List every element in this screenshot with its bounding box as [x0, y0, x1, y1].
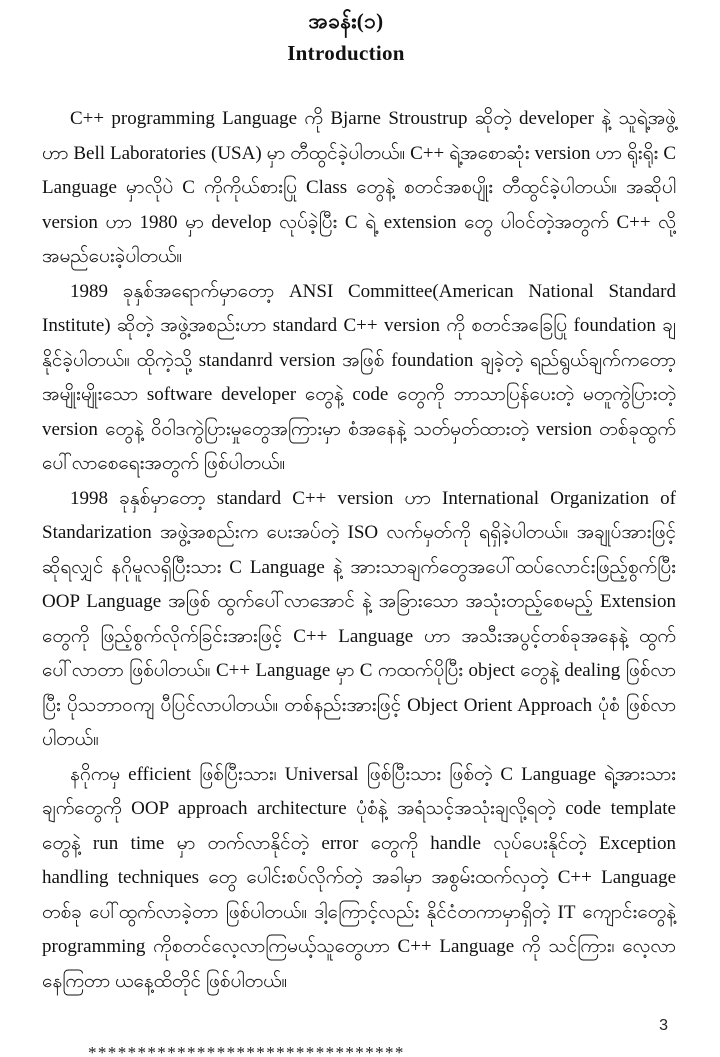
paragraph: နဂိုကမှ efficient ဖြစ်ပြီးသား၊ Universal ဖြစ်ပြီးသား ဖြစ်တဲ့ C Language ရဲ့အားသားချက်တွေကို OOP approach architecture ပုံစံနဲ့ အရံသင့်အသုံးချလို့ရတဲ့ code template တွေနဲ့ run time မှာ တက်လာနိုင်တဲ့ error တွေကို handle လုပ်ပေးနိုင်တဲ့ Exception handling techniques တွေ ပေါင်းစပ်လိုက်တဲ့ အခါမှာ အစွမ်းထက်လှတဲ့ C++ Language တစ်ခု ပေါ်ထွက်လာခဲ့တာ ဖြစ်ပါတယ်။ ဒါ့ကြောင့်လည်း နိုင်ငံတကာမှာရှိတဲ့ IT ကျောင်းတွေနဲ့ programming ကိုစတင်လေ့လာကြမယ့်သူတွေဟာ C++ Language ကို သင်ကြား၊ လေ့လာနေကြတာ ယနေ့ထိတိုင် ဖြစ်ပါတယ်။: [42, 763, 676, 992]
section-heading: Introduction: [287, 41, 405, 65]
body-text: [42, 102, 676, 999]
asterisk-separator: ********************************: [88, 1043, 405, 1057]
page-number: 3: [659, 1017, 668, 1034]
chapter-title: အခန်း(၁): [308, 9, 384, 33]
paragraph: C++ programming Language ကို Bjarne Stroustrup ဆိုတဲ့ developer နဲ့ သူရဲ့အဖွဲ့ ဟာ Bell Laboratories (USA) မှာ တီထွင်ခဲ့ပါတယ်။ C++ ရဲ့အစောဆုံး version ဟာ ရိုးရိုး C Language မှာလိုပဲ C ကိုကိုယ်စားပြု Class တွေနဲ့ စတင်အစပျိုး တီထွင်ခဲ့ပါတယ်။ အဆိုပါ version ဟာ 1980 မှာ develop လုပ်ခဲ့ပြီး C ရဲ့ extension တွေ ပါဝင်တဲ့အတွက် C++ လို့ အမည်ပေးခဲ့ပါတယ်။: [42, 108, 676, 267]
title-block: [0, 0, 720, 68]
paragraph: 1998 ခုနှစ်မှာတော့ standard C++ version ဟာ International Organization of Standarization အဖွဲ့အစည်းက ပေးအပ်တဲ့ ISO လက်မှတ်ကို ရရှိခဲ့ပါတယ်။ အချုပ်အားဖြင့် ဆိုရလျှင် နဂိုမူလရှိပြီးသား C Language နဲ့ အားသာချက်တွေအပေါ်ထပ်လောင်းဖြည့်စွက်ပြီး OOP Language အဖြစ် ထွက်ပေါ်လာအောင် နဲ့ အခြားသော အသုံးတည့်စေမည့် Extension တွေကို ဖြည့်စွက်လိုက်ခြင်းအားဖြင့် C++ Language ဟာ အသီးအပွင့်တစ်ခုအနေနဲ့ ထွက်ပေါ်လာတာ ဖြစ်ပါတယ်။ C++ Language မှာ C ကထက်ပိုပြီး object တွေနဲ့ dealing ဖြစ်လာပြီး ပိုသဘာဝကျ ပီပြင်လာပါတယ်။ တစ်နည်းအားဖြင့် Object Orient Approach ပုံစံ ဖြစ်လာပါတယ်။: [42, 487, 676, 750]
paragraph: 1989 ခုနှစ်အရောက်မှာတော့ ANSI Committee(American National Standard Institute) ဆိုတဲ့ အဖွဲ့အစည်းဟာ standard C++ version ကို စတင်အခြေပြု foundation ချနိုင်ခဲ့ပါတယ်။ ထိုကဲ့သို့ standanrd version အဖြစ် foundation ချခဲ့တဲ့ ရည်ရွယ်ချက်ကတော့ အမျိုးမျိုးသော software developer တွေနဲ့ code တွေကို ဘာသာပြန်ပေးတဲ့ မတူကွဲပြားတဲ့ version တွေနဲ့ ဝိဝါဒကွဲပြားမှုတွေအကြားမှာ စံအနေနဲ့ သတ်မှတ်ထားတဲ့ version တစ်ခုထွက်ပေါ်လာစေရေးအတွက် ဖြစ်ပါတယ်။: [42, 280, 676, 474]
